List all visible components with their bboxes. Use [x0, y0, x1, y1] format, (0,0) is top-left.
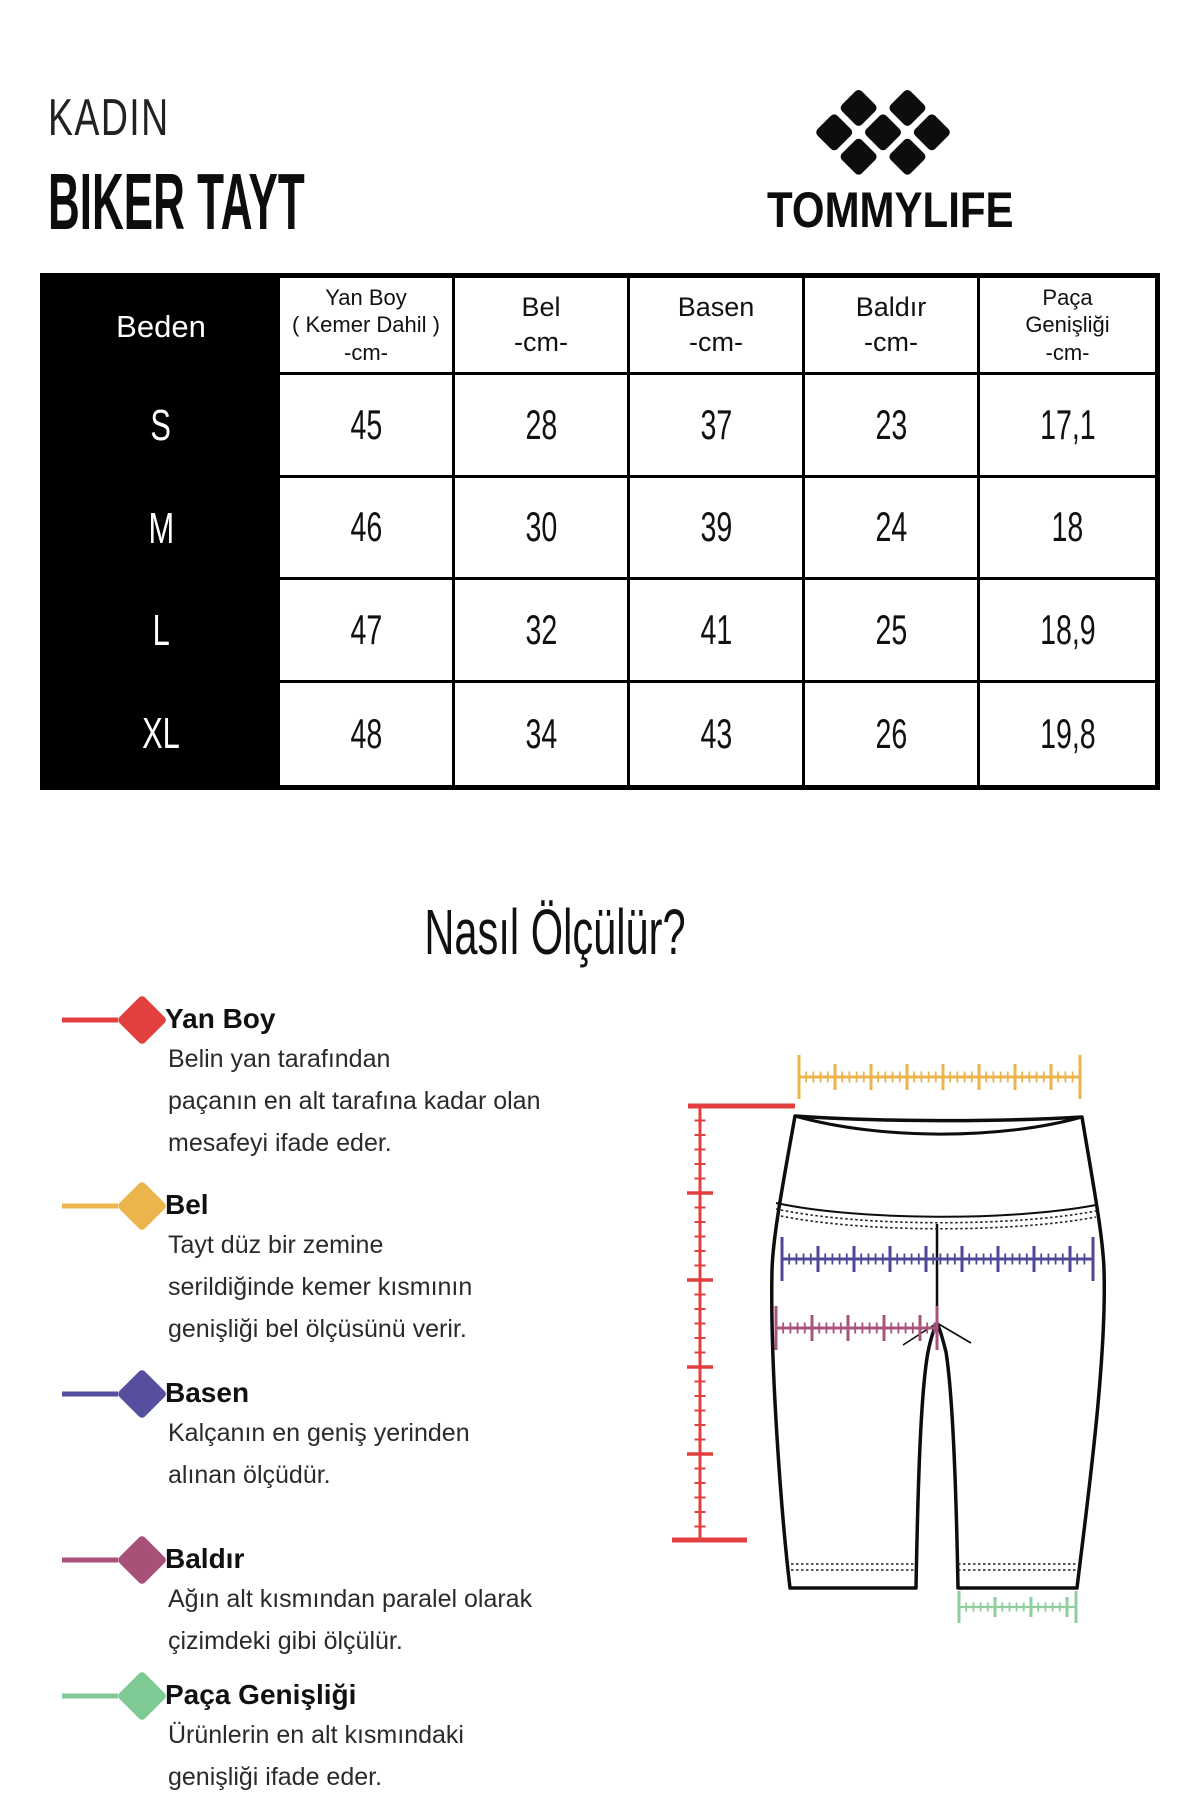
brand-name: TOMMYLIFE	[767, 182, 1014, 238]
table-header-paca: Paça Genişliği -cm-	[980, 278, 1155, 375]
table-cell: 19,8	[980, 683, 1155, 786]
table-cell: 47	[280, 580, 455, 683]
legend-item-basen	[60, 1374, 620, 1496]
shorts-outline	[772, 1116, 1105, 1588]
table-cell: 48	[280, 683, 455, 786]
legend-title: Bel	[165, 1189, 209, 1220]
legend-title: Yan Boy	[165, 1003, 276, 1034]
how-to-measure-title: Nasıl Ölçülür?	[424, 896, 686, 968]
measurement-diagram	[650, 1040, 1140, 1640]
legend-title: Basen	[165, 1377, 250, 1408]
table-cell: 30	[455, 478, 630, 581]
table-row-size-m: M	[45, 478, 280, 581]
legend-desc: Ağın alt kısmından paralel olarak çizimdeki gibi ölçülür.	[168, 1585, 533, 1655]
brand-diamonds-icon	[803, 76, 963, 183]
table-cell: 43	[630, 683, 805, 786]
bel-ruler	[799, 1055, 1080, 1099]
brand-logo	[745, 76, 1020, 238]
table-header-yanboy: Yan Boy ( Kemer Dahil ) -cm-	[280, 278, 455, 375]
legend-desc: Tayt düz bir zemine serildiğinde kemer kısmının genişliği bel ölçüsünü verir.	[168, 1231, 473, 1343]
table-cell: 41	[630, 580, 805, 683]
table-row-size-l: L	[45, 580, 280, 683]
table-cell: 18,9	[980, 580, 1155, 683]
table-header-basen: Basen -cm-	[630, 278, 805, 375]
table-row-size-xl: XL	[45, 683, 280, 786]
legend-item-yan-boy	[60, 1000, 620, 1164]
table-cell: 24	[805, 478, 980, 581]
size-table	[40, 273, 1160, 790]
table-cell: 23	[805, 375, 980, 478]
paca-ruler	[959, 1591, 1076, 1623]
product-category: KADIN	[48, 89, 170, 147]
table-cell: 34	[455, 683, 630, 786]
table-cell: 37	[630, 375, 805, 478]
legend-title: Paça Genişliği	[165, 1679, 357, 1710]
legend-title: Baldır	[165, 1543, 245, 1574]
table-header-size: Beden	[45, 278, 280, 375]
table-cell: 25	[805, 580, 980, 683]
table-header-baldir: Baldır -cm-	[805, 278, 980, 375]
legend-desc: Kalçanın en geniş yerinden alınan ölçüdür.	[168, 1419, 470, 1489]
baldir-diamond-icon	[60, 1514, 172, 1606]
yan-boy-diamond-icon	[60, 974, 172, 1066]
legend-desc: Belin yan tarafından paçanın en alt tarafına kadar olan mesafeyi ifade eder.	[168, 1045, 541, 1157]
legend-item-bel	[60, 1186, 620, 1350]
table-cell: 39	[630, 478, 805, 581]
bel-diamond-icon	[60, 1160, 172, 1252]
basen-diamond-icon	[60, 1348, 172, 1440]
table-header-bel: Bel -cm-	[455, 278, 630, 375]
table-cell: 18	[980, 478, 1155, 581]
table-cell: 46	[280, 478, 455, 581]
product-title: BIKER TAYT	[48, 157, 305, 246]
table-cell: 32	[455, 580, 630, 683]
table-cell: 17,1	[980, 375, 1155, 478]
table-cell: 28	[455, 375, 630, 478]
legend-item-paca-genisligi	[60, 1676, 620, 1798]
paca-genisligi-diamond-icon	[60, 1650, 172, 1742]
legend-desc: Ürünlerin en alt kısmındaki genişliği ifade eder.	[168, 1721, 464, 1791]
table-cell: 45	[280, 375, 455, 478]
table-cell: 26	[805, 683, 980, 786]
legend-item-baldir	[60, 1540, 620, 1662]
table-row-size-s: S	[45, 375, 280, 478]
